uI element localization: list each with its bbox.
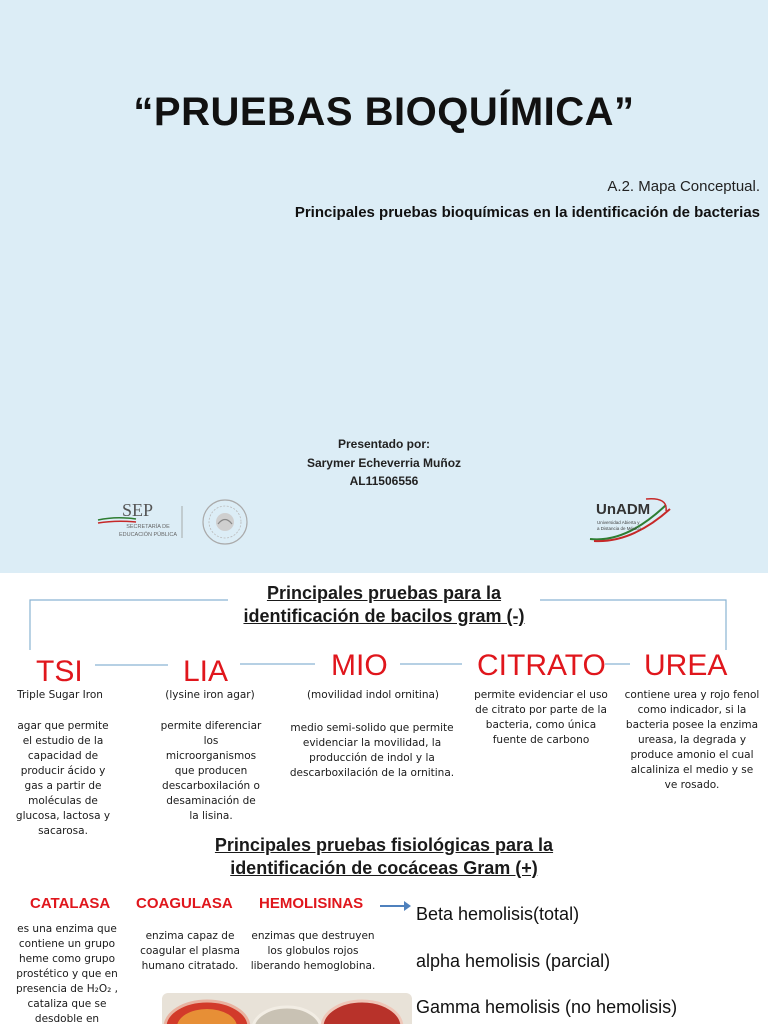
test-desc-catalasa: es una enzima que contiene un grupo heme como grupo prostético y que en presencia de H₂O₂ , cataliza que se desdoble en xyxy=(16,923,118,1024)
sep-logo-subtext-2: EDUCACIÓN PÚBLICA xyxy=(118,532,178,538)
presented-by-label: Presentado por: xyxy=(337,437,430,451)
sep-logo-subtext-1: SECRETARÍA DE xyxy=(126,524,170,530)
test-desc-tsi: agar que permite el estudio de la capacidad de producir ácido y gas a partir de moléculas de glucosa, lactosa y sacarosa. xyxy=(15,720,111,837)
page-title: “PRUEBAS BIOQUÍMICA” xyxy=(133,90,635,134)
unadm-logo-subtext-1: Universidad Abierta y xyxy=(597,520,640,525)
test-desc-hemolisinas: enzimas que destruyen los globulos rojos liberando hemoglobina. xyxy=(250,930,376,972)
test-subtitle-mio: (movilidad indol ornitina) xyxy=(306,689,440,701)
test-name-urea: UREA xyxy=(644,649,728,682)
bracket-right-line xyxy=(540,600,726,650)
test-subtitle-tsi: Triple Sugar Iron xyxy=(17,689,103,701)
bracket-left-line xyxy=(30,600,228,650)
test-desc-lia: permite diferenciar los microorganismos que producen descarboxilación o desaminación de la lisina. xyxy=(160,720,262,822)
sep-logo-text: SEP xyxy=(122,500,154,520)
heading-gram-negative-line-1: Principales pruebas para la xyxy=(266,583,502,603)
subtitle-topic: Principales pruebas bioquímicas en la identificación de bacterias xyxy=(294,204,760,221)
petri-dish-photo xyxy=(162,993,412,1024)
test-desc-mio: medio semi-solido que permite evidenciar la movilidad, la producción de indol y la descarboxilación de la ornitina. xyxy=(289,722,455,779)
hemolysis-type-gamma: Gamma hemolisis (no hemolisis) xyxy=(416,997,678,1017)
test-desc-coagulasa: enzima capaz de coagular el plasma humano citratado. xyxy=(140,930,240,972)
hemolysis-type-alpha: alpha hemolisis (parcial) xyxy=(416,951,611,971)
test-name-tsi: TSI xyxy=(36,655,83,688)
test-desc-urea: contiene urea y rojo fenol como indicador, si la bacteria posee la enzima ureasa, la degrada y produce amonio el cual alcaliniza el medio y se ve rosado. xyxy=(624,689,760,791)
test-subtitle-lia: (lysine iron agar) xyxy=(165,689,255,701)
hemolysis-type-beta: Beta hemolisis(total) xyxy=(416,904,580,924)
test-name-coagulasa: COAGULASA xyxy=(136,895,233,912)
test-name-citrato: CITRATO xyxy=(477,649,606,682)
test-name-catalasa: CATALASA xyxy=(30,895,111,912)
heading-gram-positive-line-1: Principales pruebas fisiológicas para la xyxy=(214,835,554,855)
unadm-logo-subtext-2: a Distancia de México xyxy=(597,526,642,531)
unadm-logo-text: UnADM xyxy=(596,501,651,518)
arrow-right-icon xyxy=(378,898,412,914)
test-name-lia: LIA xyxy=(183,655,229,688)
test-desc-citrato: permite evidenciar el uso de citrato por parte de la bacteria, como única fuente de carbono xyxy=(474,689,608,746)
mexico-seal-icon xyxy=(200,497,250,547)
subtitle-activity: A.2. Mapa Conceptual. xyxy=(607,178,760,195)
author-name: Sarymer Echeverria Muñoz xyxy=(306,456,462,470)
sep-logo xyxy=(96,498,196,546)
test-name-hemolisinas: HEMOLISINAS xyxy=(259,895,364,912)
heading-gram-positive-line-2: identificación de cocáceas Gram (+) xyxy=(230,858,538,878)
unadm-logo xyxy=(586,495,674,547)
student-id: AL11506556 xyxy=(349,474,419,488)
test-name-mio: MIO xyxy=(331,649,388,682)
heading-gram-negative-line-2: identificación de bacilos gram (-) xyxy=(243,606,525,626)
